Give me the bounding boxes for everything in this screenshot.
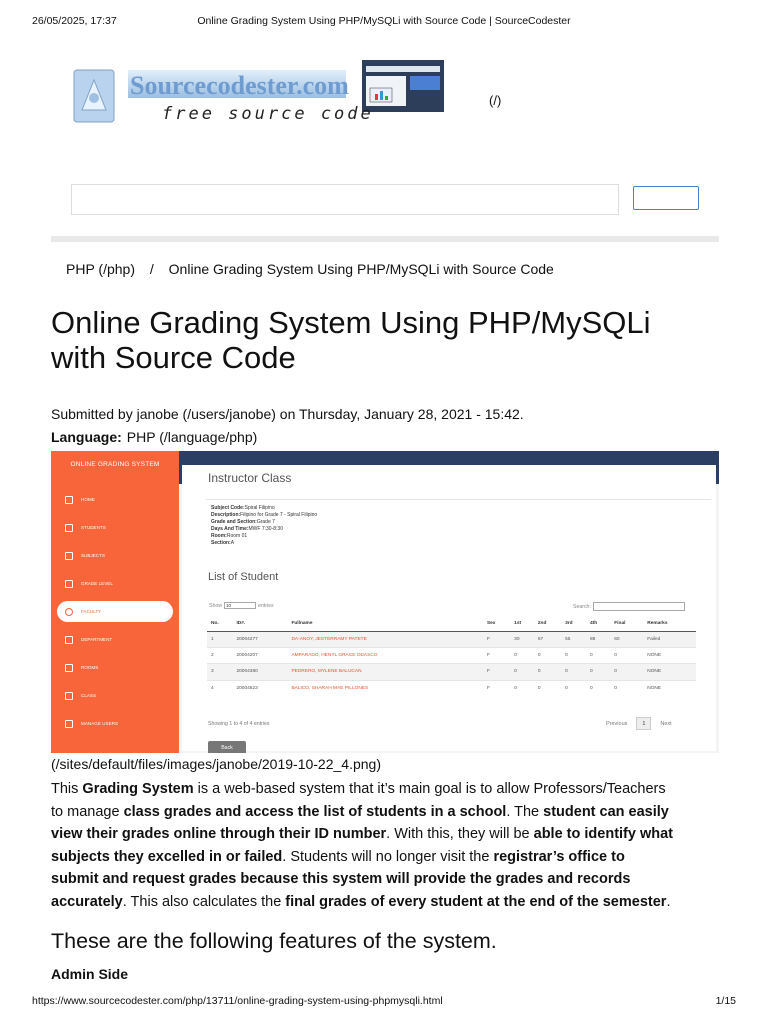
screenshot-nav-rooms [57,657,173,678]
table-body [207,631,696,697]
table-cell: 0 [510,647,534,663]
table-column-header: ID#. [232,617,287,631]
screenshot-sidebar [51,451,179,753]
screenshot-brand: ONLINE GRADING SYSTEM [70,461,160,468]
print-page-number: 1/15 [715,995,736,1007]
table-cell: F [483,680,510,696]
screenshot-nav-faculty [57,601,173,622]
table-cell: 0 [610,680,643,696]
info-value: Filipino for Grade 7 - Spiral Filipino [240,511,318,518]
site-logo[interactable] [70,58,446,128]
table-cell: 0 [510,680,534,696]
page-title: Online Grading System Using PHP/MySQLi with Source Code [51,305,651,375]
search-button[interactable] [633,186,699,210]
screenshot-nav-manage-users [57,713,173,734]
table-column-header: 3rd [561,617,586,631]
user-icon [65,720,73,728]
info-label: Subject Code: [211,505,245,511]
screenshot-panel [182,465,716,751]
screenshot-nav-label: FACULTY [81,609,102,614]
header-divider [51,236,719,242]
info-row [211,512,317,519]
article-body [51,778,719,913]
table-cell: AMPARADO, HENYL GRACE ODASCO [287,647,483,663]
screenshot-show-entries [209,602,274,609]
table-cell: 0 [561,647,586,663]
screenshot-nav-label: CLASS [81,693,97,698]
table-cell: 20004380 [232,664,287,680]
screenshot-student-table [207,617,696,697]
print-title: Online Grading System Using PHP/MySQLi with Source Code | SourceCodester [197,15,571,27]
screenshot-search-box [593,602,685,611]
body-line: to manage class grades and access the list of students in a school. The student can easily [51,803,669,820]
show-select: 10 [224,602,256,609]
body-line: view their grades online through their ID number. With this, they will be able to identify what [51,826,673,842]
bank-icon [65,636,73,644]
table-cell: 0 [561,680,586,696]
info-value: MWF 7:30-8:30 [248,525,283,532]
table-row [207,631,696,647]
info-label: Days And Time: [211,525,249,532]
info-label: Room: [211,532,227,539]
students-icon [65,524,73,532]
body-line: This Grading System is a web-based system that it’s main goal is to allow Professors/Teachers [51,781,666,797]
language-link[interactable]: PHP (/language/php) [126,429,258,445]
book-icon [65,552,73,560]
table-cell: 0 [610,664,643,680]
table-cell: Failed [643,631,696,647]
pager-current: 1 [636,717,651,730]
info-label: Section: [211,539,231,546]
table-cell: 55 [561,631,586,647]
screenshot-nav-grade-level [57,573,173,594]
table-row [207,680,696,696]
table-column-header: 4th [586,617,610,631]
breadcrumb-parent-link[interactable]: PHP (/php) [66,261,135,277]
table-column-header: 2nd [534,617,561,631]
table-cell: F [483,647,510,663]
table-column-header: 1st [510,617,534,631]
pager-next: Next [660,721,672,727]
logo-tagline: free source code [162,104,374,124]
table-cell: 1 [207,631,232,647]
image-link[interactable]: (/sites/default/files/images/janobe/2019-10-22_4.png) [51,756,381,772]
table-cell: 0 [534,647,561,663]
screenshot-divider [206,499,711,500]
show-label: Show [209,602,222,609]
table-cell: 0 [534,664,561,680]
breadcrumb-separator: / [149,261,154,277]
table-header-row [207,617,696,631]
table-cell: 30 [510,631,534,647]
article-screenshot[interactable] [51,451,719,753]
info-label: Description: [211,511,241,518]
screenshot-nav-label: GRADE LEVEL [81,581,113,586]
table-cell: F [483,631,510,647]
table-cell: 0 [534,680,561,696]
info-value: Spiral Filipino [244,505,275,511]
site-logo-image [70,58,446,128]
table-cell: F [483,664,510,680]
screenshot-panel-title: Instructor Class [208,471,292,485]
list-icon [65,692,73,700]
table-column-header: Remarks [643,617,696,631]
table-cell: 88 [586,631,610,647]
table-column-header: Final [610,617,643,631]
info-row [211,540,317,547]
logo-wordmark: Sourcecodester.com [130,71,349,100]
screenshot-class-info [211,505,317,546]
info-label: Grade and Section: [211,518,257,525]
screenshot-search [573,602,685,611]
screenshot-nav-label: STUDENTS [81,525,106,530]
table-cell: 20004207 [232,647,287,663]
search-input[interactable] [71,184,619,215]
table-cell: 0 [561,664,586,680]
screenshot-nav-label: SUBJECTS [81,553,105,558]
table-row [207,647,696,663]
breadcrumb-current: Online Grading System Using PHP/MySQLi with Source Code [168,261,554,277]
screenshot-nav-home [57,489,173,510]
screenshot-nav-label: DEPARTMENT [81,637,113,642]
target-icon [65,608,73,616]
table-column-header: Sex [483,617,510,631]
info-value: Grade 7 [256,518,275,525]
screenshot-nav-students [57,517,173,538]
table-cell: DA-ANOY, JESTERRAMY PATETE [287,631,483,647]
table-column-header: No. [207,617,232,631]
print-footer [32,995,736,1009]
table-cell: 60 [610,631,643,647]
features-heading: These are the following features of the system. [51,929,497,953]
table-cell: 2 [207,647,232,663]
info-row [211,526,317,533]
entries-label: entries [257,602,274,609]
screenshot-nav-subjects [57,545,173,566]
table-cell: 0 [586,647,610,663]
table-cell: 20004623 [232,680,287,696]
print-date: 26/05/2025, 17:37 [32,15,117,27]
table-cell: 0 [610,647,643,663]
table-cell: 0 [510,664,534,680]
info-value: A [230,539,235,546]
submitted-by-line: Submitted by janobe (/users/janobe) on Thursday, January 28, 2021 - 15:42. [51,406,524,422]
table-cell: PEDRERO, MYLENE BALUCAN [287,664,483,680]
table-cell: 3 [207,664,232,680]
pager-previous: Previous [606,721,628,727]
table-row [207,664,696,680]
table-cell: 4 [207,680,232,696]
calendar-icon [65,664,73,672]
screenshot-nav-department [57,629,173,650]
breadcrumb [66,261,554,277]
info-value: Room 01 [226,532,248,539]
screenshot-back-button: Back [208,741,246,753]
table-cell: 0 [586,680,610,696]
home-link[interactable]: (/) [489,93,502,108]
info-row [211,519,317,526]
info-row [211,533,317,540]
table-cell: NONE [643,680,696,696]
chart-icon [65,580,73,588]
language-label: Language: [51,429,122,445]
table-cell: BALICO, SHARAH MAE PILLONES [287,680,483,696]
body-line: accurately. This also calculates the final grades of every student at the end of the semester. [51,893,671,910]
table-cell: 20004277 [232,631,287,647]
language-line [51,429,257,445]
body-line: submit and request grades because this system will provide the grades and records [51,871,631,887]
print-url: https://www.sourcecodester.com/php/13711/online-grading-system-using-phpmysqli.html [32,995,443,1007]
admin-side-heading: Admin Side [51,966,129,982]
table-cell: NONE [643,664,696,680]
screenshot-nav-class [57,685,173,706]
table-cell: 67 [534,631,561,647]
screenshot-nav-label: HOME [81,497,95,502]
screenshot-pager [606,717,672,730]
screenshot-nav-label: MANAGE USERS [81,721,119,726]
screenshot-nav-label: ROOMS [81,665,99,670]
screenshot-showing-info: Showing 1 to 4 of 4 entries [208,721,270,727]
info-row [211,505,317,512]
table-column-header: Fullname [287,617,483,631]
screenshot-list-title: List of Student [208,571,279,583]
cube-icon [65,496,73,504]
body-line: subjects they excelled in or failed. Students will no longer visit the registrar’s office to [51,848,625,865]
table-cell: NONE [643,647,696,663]
screenshot-search-label: Search: [573,603,591,610]
print-header [32,15,736,31]
table-cell: 0 [586,664,610,680]
